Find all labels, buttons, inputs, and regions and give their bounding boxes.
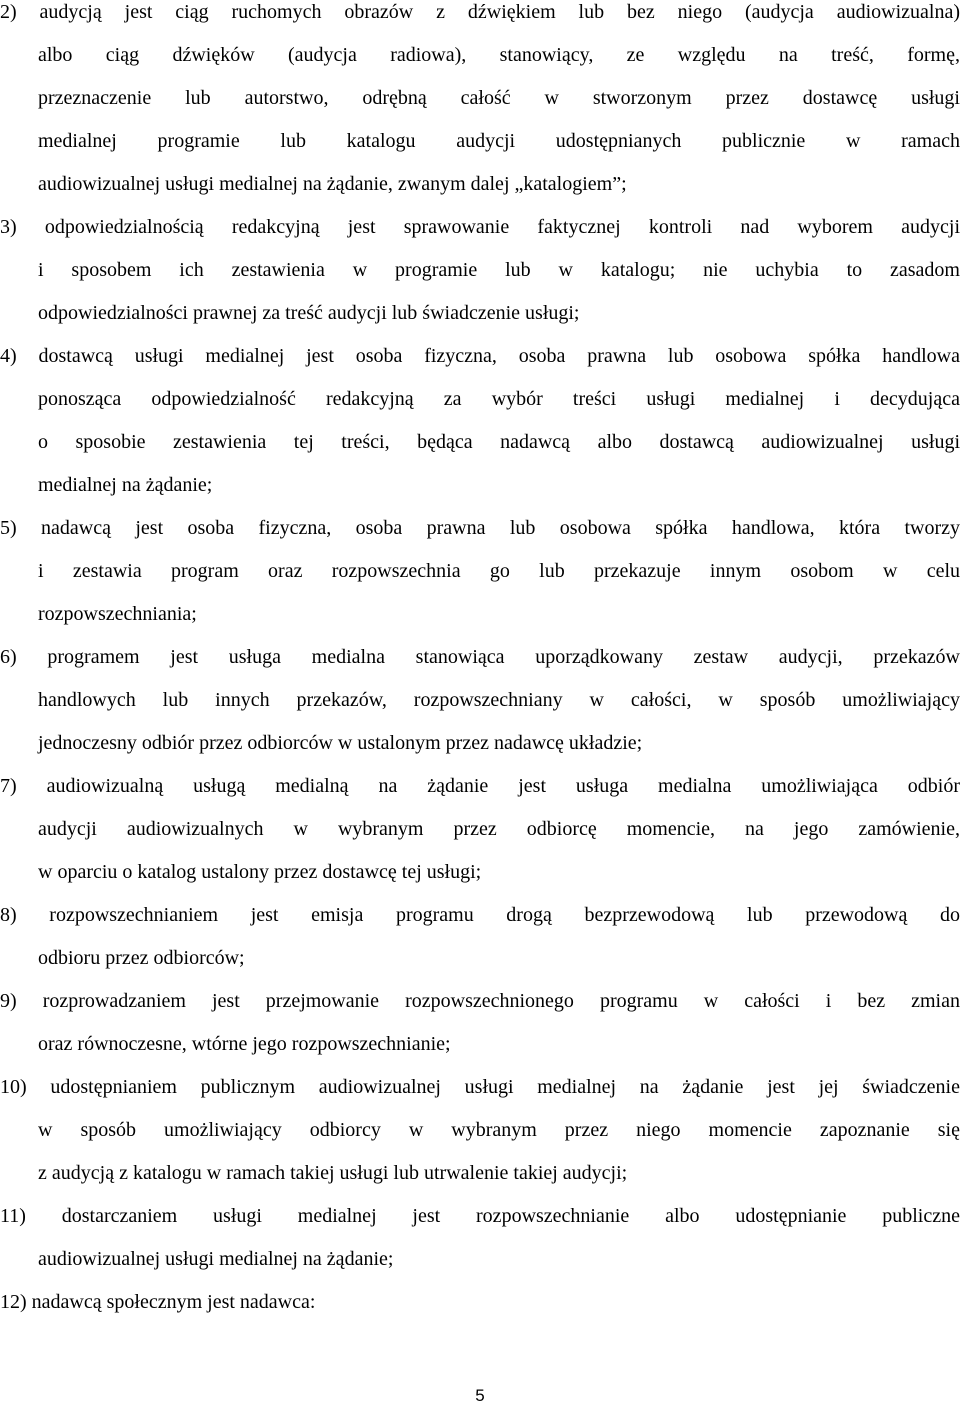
list-item-line: rozpowszechniania; [38, 603, 197, 625]
list-item-line: odpowiedzialności prawnej za treść audycji lub świadczenie usługi; [38, 302, 580, 324]
list-item-line: audycji audiowizualnych w wybranym przez odbiorcę momencie, na jego zamówienie, [38, 818, 960, 840]
list-item-line: 4) dostawcą usługi medialnej jest osoba fizyczna, osoba prawna lub osobowa spółka handlowa [0, 345, 960, 367]
list-item-line: i zestawia program oraz rozpowszechnia go lub przekazuje innym osobom w celu [38, 560, 960, 582]
page-number: 5 [475, 1386, 485, 1405]
list-item-line: przeznaczenie lub autorstwo, odrębną całość w stworzonym przez dostawcę usługi [38, 87, 960, 109]
list-item-line: 3) odpowiedzialnością redakcyjną jest sprawowanie faktycznej kontroli nad wyborem audycji [0, 216, 960, 238]
list-item-line: albo ciąg dźwięków (audycja radiowa), stanowiący, ze względu na treść, formę, [38, 44, 960, 66]
list-item-line: 8) rozpowszechnianiem jest emisja programu drogą bezprzewodową lub przewodową do [0, 904, 960, 926]
list-item-line: z audycją z katalogu w ramach takiej usługi lub utrwalenie takiej audycji; [38, 1162, 628, 1184]
list-item-line: odbioru przez odbiorców; [38, 947, 245, 969]
list-item-line: audiowizualnej usługi medialnej na żądanie, zwanym dalej „katalogiem”; [38, 173, 627, 195]
list-item-line: 10) udostępnianiem publicznym audiowizualnej usługi medialnej na żądanie jest jej świadczenie [0, 1076, 960, 1098]
list-item-line: handlowych lub innych przekazów, rozpowszechniany w całości, w sposób umożliwiający [38, 689, 960, 711]
list-item-line: ponosząca odpowiedzialność redakcyjną za wybór treści usługi medialnej i decydująca [38, 388, 960, 410]
list-item-line: 5) nadawcą jest osoba fizyczna, osoba prawna lub osobowa spółka handlowa, która tworzy [0, 517, 960, 539]
list-item-line: 7) audiowizualną usługą medialną na żądanie jest usługa medialna umożliwiająca odbiór [0, 775, 960, 797]
list-item-line: 2) audycją jest ciąg ruchomych obrazów z dźwiękiem lub bez niego (audycja audiowizualna) [0, 1, 960, 23]
list-item-line: jednoczesny odbiór przez odbiorców w ustalonym przez nadawcę układzie; [38, 732, 643, 754]
list-item-line: o sposobie zestawienia tej treści, będąca nadawcą albo dostawcą audiowizualnej usługi [38, 431, 960, 453]
list-item-line: medialnej na żądanie; [38, 474, 213, 496]
list-item-line: w sposób umożliwiający odbiorcy w wybranym przez niego momencie zapoznanie się [38, 1119, 960, 1141]
list-item-line: 11) dostarczaniem usługi medialnej jest rozpowszechnianie albo udostępnianie publiczne [0, 1205, 960, 1227]
list-item-line: 9) rozprowadzaniem jest przejmowanie rozpowszechnionego programu w całości i bez zmian [0, 990, 960, 1012]
list-item-line: i sposobem ich zestawienia w programie lub w katalogu; nie uchybia to zasadom [38, 259, 960, 281]
list-item-line: w oparciu o katalog ustalony przez dostawcę tej usługi; [38, 861, 482, 883]
list-item-line: audiowizualnej usługi medialnej na żądanie; [38, 1248, 394, 1270]
list-item-line: 6) programem jest usługa medialna stanowiąca uporządkowany zestaw audycji, przekazów [0, 646, 960, 668]
list-item-line: medialnej programie lub katalogu audycji udostępnianych publicznie w ramach [38, 130, 960, 152]
list-item-line: oraz równoczesne, wtórne jego rozpowszechnianie; [38, 1033, 451, 1055]
list-item-line: 12) nadawcą społecznym jest nadawca: [0, 1291, 316, 1313]
